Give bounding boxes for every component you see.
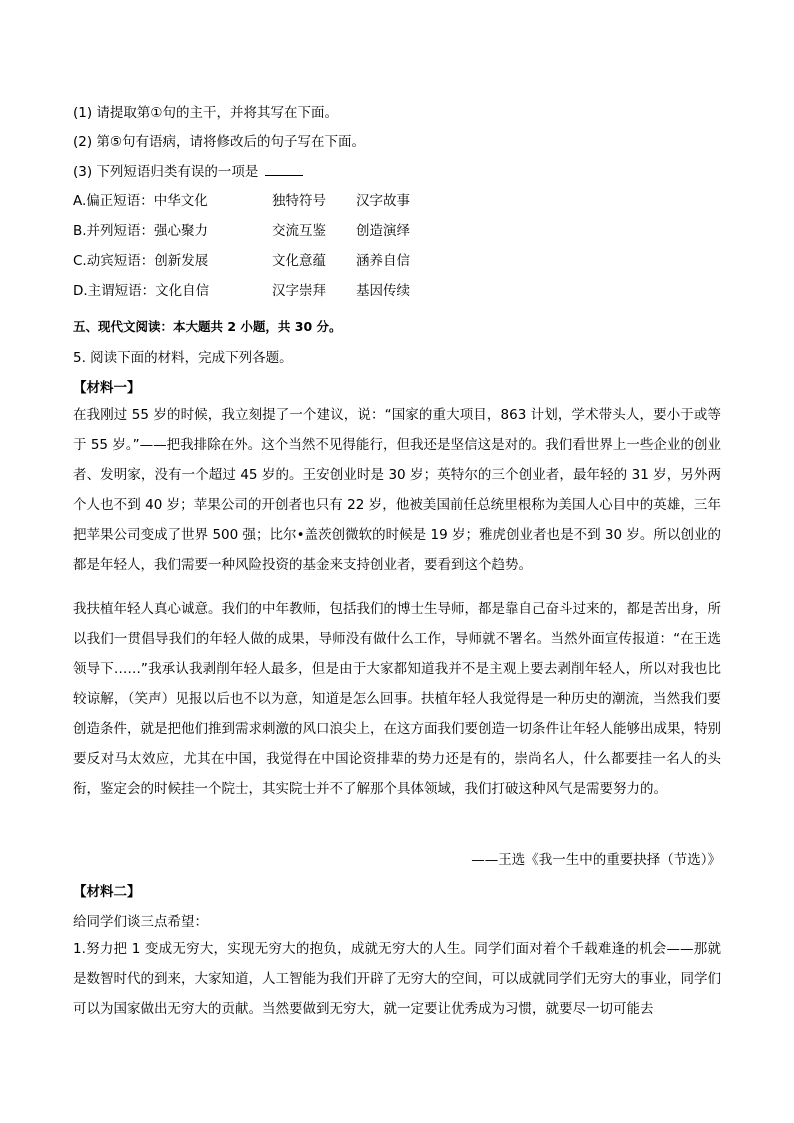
material-2-title: 【材料二】 xyxy=(73,884,141,900)
material-1-title: 【材料一】 xyxy=(73,380,141,396)
option-a-c: 汉字故事 xyxy=(356,193,410,209)
option-c-label: C.动宾短语：创新发展 xyxy=(73,253,209,269)
material-1-paragraph-1: 在我刚过 55 岁的时候，我立刻提了一个建议，说：“国家的重大项目，863 计划，学术带头人，要小于或等于 55 岁。”——把我排除在外。这个当然不见得能行，但我还是坚信这是对的。我们看世界上一些企业的创业者、发明家，没有一个超过 45 岁的。王安创业时是 30 岁；英特尔的三个创业者，最年轻的 31 岁，另外两个人也不到 40 岁；苹果公司的开创者也只有 22 岁，他被美国前任总统里根称为美国人心目中的英雄，三年把苹果公司变成了世界 500 强；比尔•盖茨创微软的时候是 19 岁；雅虎创业者也是不到 30 岁。所以创业的都是年轻人，我们需要一种风险投资的基金来支持创业者，要看到这个趋势。 xyxy=(73,407,721,573)
option-d-b: 汉字崇拜 xyxy=(272,283,326,299)
option-b-label: B.并列短语：强心聚力 xyxy=(73,223,209,239)
question-5-title: 5. 阅读下面的材料，完成下列各题。 xyxy=(73,350,293,366)
section-title: 五、现代文阅读：本大题共 2 小题，共 30 分。 xyxy=(73,319,342,334)
material-2-paragraph-1: 1.努力把 1 变成无穷大，实现无穷大的抱负，成就无穷大的人生。同学们面对着个千载难逢的机会——那就是数智时代的到来，大家知道，人工智能为我们开辟了无穷大的空间，可以成就同学们无穷大的事业，同学们可以为国家做出无穷大的贡献。当然要做到无穷大，就一定要让优秀成为习惯，就要尽一切可能去 xyxy=(73,941,721,1017)
option-c-b: 文化意蕴 xyxy=(272,253,326,269)
option-d-c: 基因传续 xyxy=(356,283,410,299)
question-1: (1) 请提取第①句的主干，并将其写在下面。 xyxy=(73,105,339,121)
option-a-label: A.偏正短语：中华文化 xyxy=(73,193,208,209)
material-2-intro: 给同学们谈三点希望： xyxy=(73,914,208,930)
question-3 xyxy=(73,163,303,181)
option-a-b: 独特符号 xyxy=(272,193,326,209)
option-d-label: D.主谓短语：文化自信 xyxy=(73,283,210,299)
material-1-source: ——王选《我一生中的重要抉择（节选）》 xyxy=(471,852,721,868)
option-b-b: 交流互鉴 xyxy=(272,223,326,239)
answer-blank xyxy=(265,163,303,176)
question-2: (2) 第⑤句有语病，请将修改后的句子写在下面。 xyxy=(73,134,366,150)
material-1-paragraph-2: 我扶植年轻人真心诚意。我们的中年教师，包括我们的博士生导师，都是靠自己奋斗过来的，都是苦出身，所以我们一贯倡导我们的年轻人做的成果，导师没有做什么工作，导师就不署名。当然外面宣传报道：“在王选领导下……”我承认我剥削年轻人最多，但是由于大家都知道我并不是主观上要去剥削年轻人，所以对我也比较谅解，（笑声）见报以后也不以为意，知道是怎么回事。扶植年轻人我觉得是一种历史的潮流，当然我们要创造条件，就是把他们推到需求刺激的风口浪尖上，在这方面我们要创造一切条件让年轻人能够出成果，特别要反对马太效应，尤其在中国，我觉得在中国论资排辈的势力还是有的，崇尚名人，什么都要挂一名人的头衔，鉴定会的时候挂一个院士，其实院士并不了解那个具体领域，我们打破这种风气是需要努力的。 xyxy=(73,601,721,797)
option-c-c: 涵养自信 xyxy=(356,253,410,269)
option-b-c: 创造演绎 xyxy=(356,223,410,239)
question-3-text: (3) 下列短语归类有误的一项是 xyxy=(73,164,259,180)
